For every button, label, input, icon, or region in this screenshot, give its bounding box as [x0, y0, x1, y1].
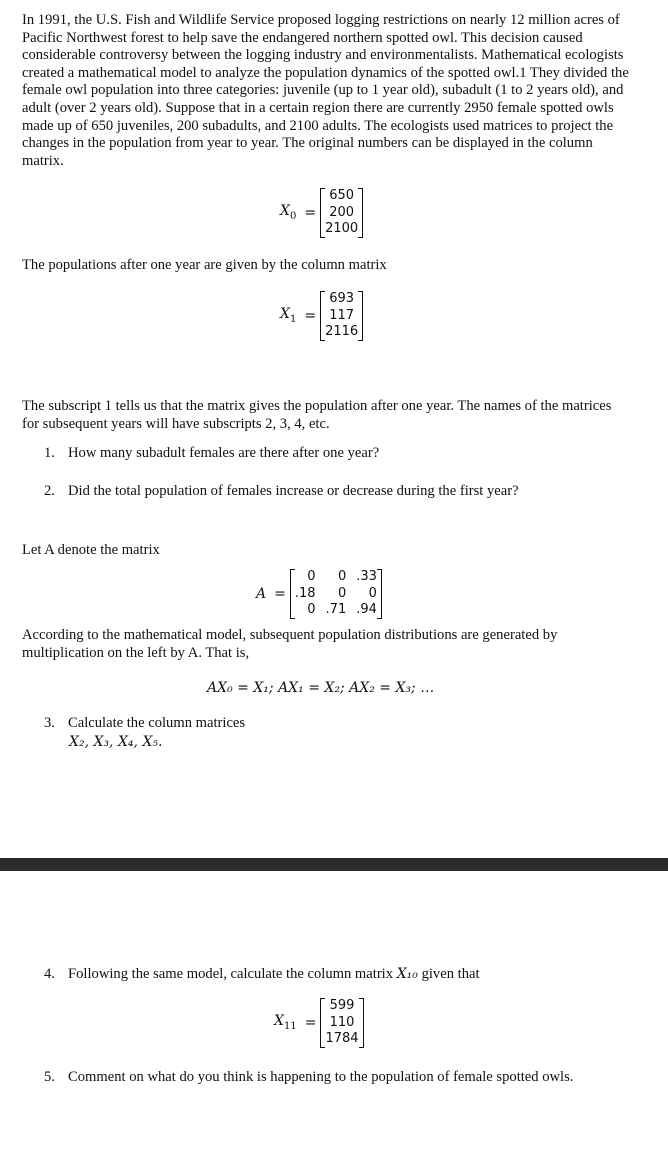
- question-4-given: given that: [421, 966, 480, 982]
- question-3-matrices: X₂, X₃, X₄, X₅.: [69, 734, 163, 750]
- equals-sign: =: [274, 585, 286, 602]
- matrix-x11-values: [320, 998, 363, 1048]
- question-4: [44, 965, 480, 983]
- intro-paragraph: In 1991, the U.S. Fish and Wildlife Service proposed logging restrictions on nearly 12 million acres of Pacific Northwest forest to help save the endangered northern spotted owl. This decision caused considerable controversy between the logging industry and environmentalists. Mathematical ecologists created a mathematical model to analyze the population dynamics of the spotted owl.1 They divided the female owl population into three categories: juvenile (up to 1 year old), subadult (1 to 2 years old), and adult (over 2 years old). Suppose that in a certain region there are currently 2950 female spotted owls made up of 650 juveniles, 200 subadults, and 2100 adults. The ecologists used matrices to project the changes in the population from year to year. The original numbers can be displayed in the column matrix.: [22, 12, 629, 169]
- matrix-a-label: A: [256, 585, 267, 602]
- matrix-a: [256, 569, 382, 619]
- matrix-x0-value: 200: [329, 204, 355, 220]
- question-number: 5.: [44, 1069, 55, 1085]
- matrix-x1-label: $X_1$: [280, 306, 297, 326]
- matrix-a-cell: .94: [356, 602, 377, 617]
- matrix-x11-label: $X_{11}$: [274, 1013, 297, 1033]
- subscript-note: The subscript 1 tells us that the matrix gives the population after one year. The names of the matrices for subsequent years will have subscripts 2, 3, 4, etc.: [22, 398, 612, 432]
- matrix-x11-value: 599: [329, 998, 355, 1013]
- question-5: [44, 1068, 573, 1086]
- matrix-x0-value: 2100: [325, 221, 359, 236]
- question-text: Following the same model, calculate the column matrix: [68, 966, 394, 982]
- question-2: [44, 482, 519, 500]
- matrix-a-values: [290, 569, 382, 619]
- page-divider: [0, 858, 668, 871]
- matrix-x1-values: [320, 291, 363, 341]
- matrix-a-cell: .71: [325, 602, 347, 617]
- let-a-text: Let A denote the matrix: [22, 542, 160, 558]
- matrix-x11-value: 110: [329, 1014, 355, 1030]
- matrix-x11: [274, 998, 364, 1048]
- question-4-target: X₁₀: [396, 966, 418, 982]
- matrix-x0-values: [320, 188, 363, 238]
- matrix-a-cell: 0: [337, 585, 347, 601]
- matrix-a-cell: 0: [307, 602, 316, 617]
- equals-sign: =: [304, 204, 317, 221]
- after-one-year-text: The populations after one year are given by the column matrix: [22, 257, 387, 273]
- question-3: [44, 714, 245, 732]
- matrix-a-cell: .18: [294, 585, 316, 601]
- equals-sign: =: [304, 307, 317, 324]
- matrix-x1: [280, 291, 363, 341]
- question-1: [44, 444, 379, 462]
- matrix-a-cell: 0: [368, 585, 377, 601]
- question-text: Comment on what do you think is happening to the population of female spotted owls.: [68, 1069, 574, 1085]
- recurrence-equation: AX₀ = X₁; AX₁ = X₂; AX₂ = X₃; …: [207, 680, 435, 696]
- matrix-x0: [280, 188, 363, 238]
- matrix-x0-label: $X_0$: [280, 203, 297, 223]
- question-number: 1.: [44, 445, 55, 461]
- matrix-x11-value: 1784: [325, 1031, 359, 1046]
- matrix-x1-value: 2116: [325, 324, 359, 339]
- question-number: 3.: [44, 715, 55, 731]
- equals-sign: =: [304, 1014, 317, 1031]
- model-text: According to the mathematical model, subsequent population distributions are generated by multiplication on the left by A. That is,: [22, 627, 558, 661]
- matrix-x1-value: 693: [329, 291, 355, 306]
- question-number: 4.: [44, 966, 55, 982]
- matrix-a-cell: .33: [356, 569, 377, 584]
- matrix-x1-value: 117: [329, 307, 355, 323]
- matrix-a-cell: 0: [337, 569, 347, 584]
- question-text: Calculate the column matrices: [68, 715, 246, 731]
- question-number: 2.: [44, 483, 55, 499]
- matrix-x0-value: 650: [329, 188, 355, 203]
- matrix-a-cell: 0: [307, 569, 316, 584]
- question-text: Did the total population of females increase or decrease during the first year?: [68, 483, 519, 499]
- question-text: How many subadult females are there after one year?: [68, 445, 380, 461]
